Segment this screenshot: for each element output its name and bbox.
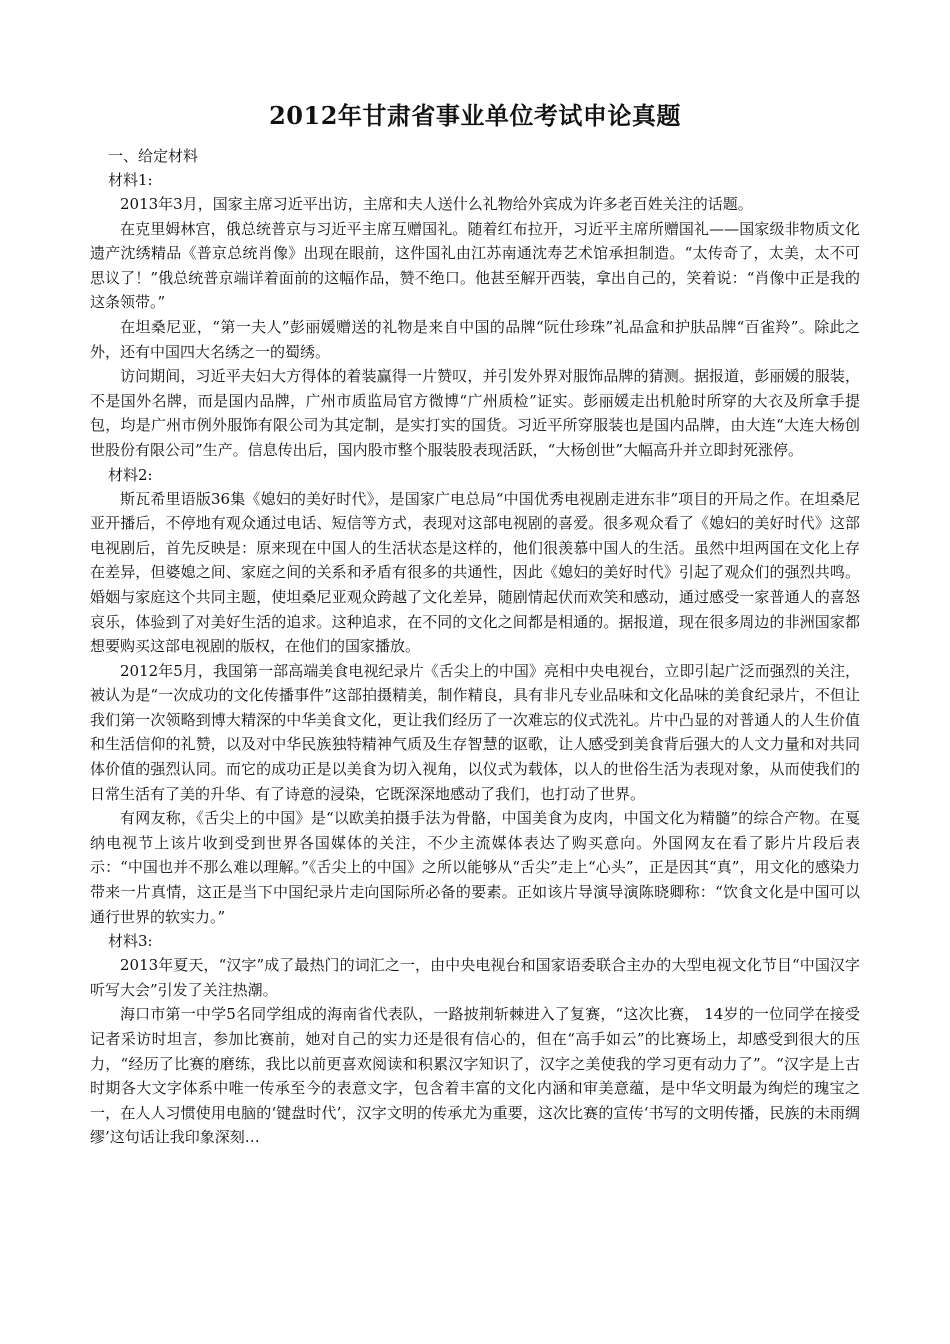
material-paragraph: 在坦桑尼亚，“第一夫人”彭丽媛赠送的礼物是来自中国的品牌“阮仕珍珠”礼品盒和护肤品牌“百雀羚”。除此之外，还有中国四大名绣之一的蜀绣。 bbox=[90, 317, 860, 361]
material-paragraph: 在克里姆林宫，俄总统普京与习近平主席互赠国礼。随着红布拉开，习近平主席所赠国礼——国家级非物质文化遗产沈绣精品《普京总统肖像》出现在眼前，这件国礼由江苏南通沈寿艺术馆承担制造。“太传奇了，太美，太不可思议了！”俄总统普京端详着面前的这幅作品，赞不绝口。他甚至解开西装，拿出自己的，笑着说：“肖像中正是我的这条领带。” bbox=[90, 219, 860, 312]
material-paragraph: 访问期间，习近平夫妇大方得体的着装赢得一片赞叹，并引发外界对服饰品牌的猜测。据报道，彭丽媛的服装，不是国外名牌，而是国内品牌，广州市质监局官方微博“广州质检”证实。彭丽媛走出机舱时所穿的大衣及所拿手提包，均是广州市例外服饰有限公司为其定制，是实打实的国货。习近平所穿服装也是国内品牌，由大连“大连大杨创世股份有限公司”生产。信息传出后，国内股市整个服装股表现活跃，“大杨创世”大幅高升并立即封死涨停。 bbox=[90, 367, 860, 459]
material-label: 材料2: bbox=[108, 465, 153, 484]
section-heading: 一、给定材料 bbox=[108, 147, 199, 165]
document-page bbox=[90, 100, 860, 1150]
material-3 bbox=[90, 929, 860, 1150]
material-paragraph: 有网友称，《舌尖上的中国》是“以欧美拍摄手法为骨骼，中国美食为皮肉，中国文化为精髓”的综合产物。在戛纳电视节上该片收到受到世界各国媒体的关注，不少主流媒体表达了购买意向。外国网友在看了影片片段后表示：“中国也并不那么难以理解。”《舌尖上的中国》之所以能够从“舌尖”走上“心头”，正是因其“真”，用文化的感染力带来一片真情，这正是当下中国纪录片走向国际所必备的要素。正如该片导演导演陈晓卿称：“饮食文化是中国可以通行世界的软实力。” bbox=[90, 809, 860, 926]
material-1 bbox=[90, 168, 860, 463]
material-2 bbox=[90, 463, 860, 930]
material-paragraph: 斯瓦希里语版36集《媳妇的美好时代》，是国家广电总局“中国优秀电视剧走进东非”项目的开局之作。在坦桑尼亚开播后，不停地有观众通过电话、短信等方式，表现对这部电视剧的喜爱。很多观众看了《媳妇的美好时代》这部电视剧后，首先反映是：原来现在中国人的生活状态是这样的，他们很羡慕中国人的生活。虽然中坦两国在文化上存在差异，但婆媳之间、家庭之间的关系和矛盾有很多的共通性，因此《媳妇的美好时代》引起了观众们的强烈共鸣。婚姻与家庭这个共同主题，使坦桑尼亚观众跨越了文化差异，随剧情起伏而欢笑和感动，通过感受一家普通人的喜怒哀乐，体验到了对美好生活的追求。这种追求，在不同的文化之间都是相通的。据报道，现在很多周边的非洲国家都想要购买这部电视剧的版权，在他们的国家播放。 bbox=[90, 489, 860, 656]
material-paragraph: 2013年3月，国家主席习近平出访，主席和夫人送什么礼物给外宾成为许多老百姓关注的话题。 bbox=[120, 195, 753, 213]
material-paragraph: 海口市第一中学5名同学组成的海南省代表队，一路披荆斩棘进入了复赛，“这次比赛， 14岁的一位同学在接受记者采访时坦言，参加比赛前，她对自己的实力还是很有信心的，但在“高手如云”的比赛场上，却感受到很大的压力，“经历了比赛的磨练，我比以前更喜欢阅读和积累汉字知识了，汉字之美使我的学习更有动力了”。“汉字是上古时期各大文字体系中唯一传承至今的表意文字，包含着丰富的文化内涵和审美意蕴，是中华文明最为绚烂的瑰宝之一，在人人习惯使用电脑的‘键盘时代’，汉字文明的传承尤为重要，这次比赛的宣传‘书写的文明传播，民族的未雨绸缪’这句话让我印象深刻… bbox=[90, 1005, 860, 1147]
material-paragraph: 2012年5月，我国第一部高端美食电视纪录片《舌尖上的中国》亮相中央电视台，立即引起广泛而强烈的关注，被认为是“一次成功的文化传播事件”这部拍摄精美，制作精良，具有非凡专业品味和文化品味的美食纪录片，不但让我们第一次领略到博大精深的中华美食文化，更让我们经历了一次难忘的仪式洗礼。片中凸显的对普通人的人生价值和生活信仰的礼赞，以及对中华民族独特精神气质及生存智慧的讴歌，让人感受到美食背后强大的人文力量和对共同体价值的强烈认同。而它的成功正是以美食为切入视角，以仪式为载体，以人的世俗生活为表现对象，从而使我们的日常生活有了美的升华、有了诗意的浸染，它既深深地感动了我们，也打动了世界。 bbox=[90, 661, 860, 803]
material-label: 材料3: bbox=[108, 932, 153, 951]
material-paragraph: 2013年夏天，“汉字”成了最热门的词汇之一，由中央电视台和国家语委联合主办的大型电视文化节目“中国汉字听写大会”引发了关注热潮。 bbox=[90, 956, 860, 999]
material-label: 材料1: bbox=[108, 171, 153, 189]
document-title: 2012年甘肃省事业单位考试申论真题 bbox=[269, 101, 681, 130]
